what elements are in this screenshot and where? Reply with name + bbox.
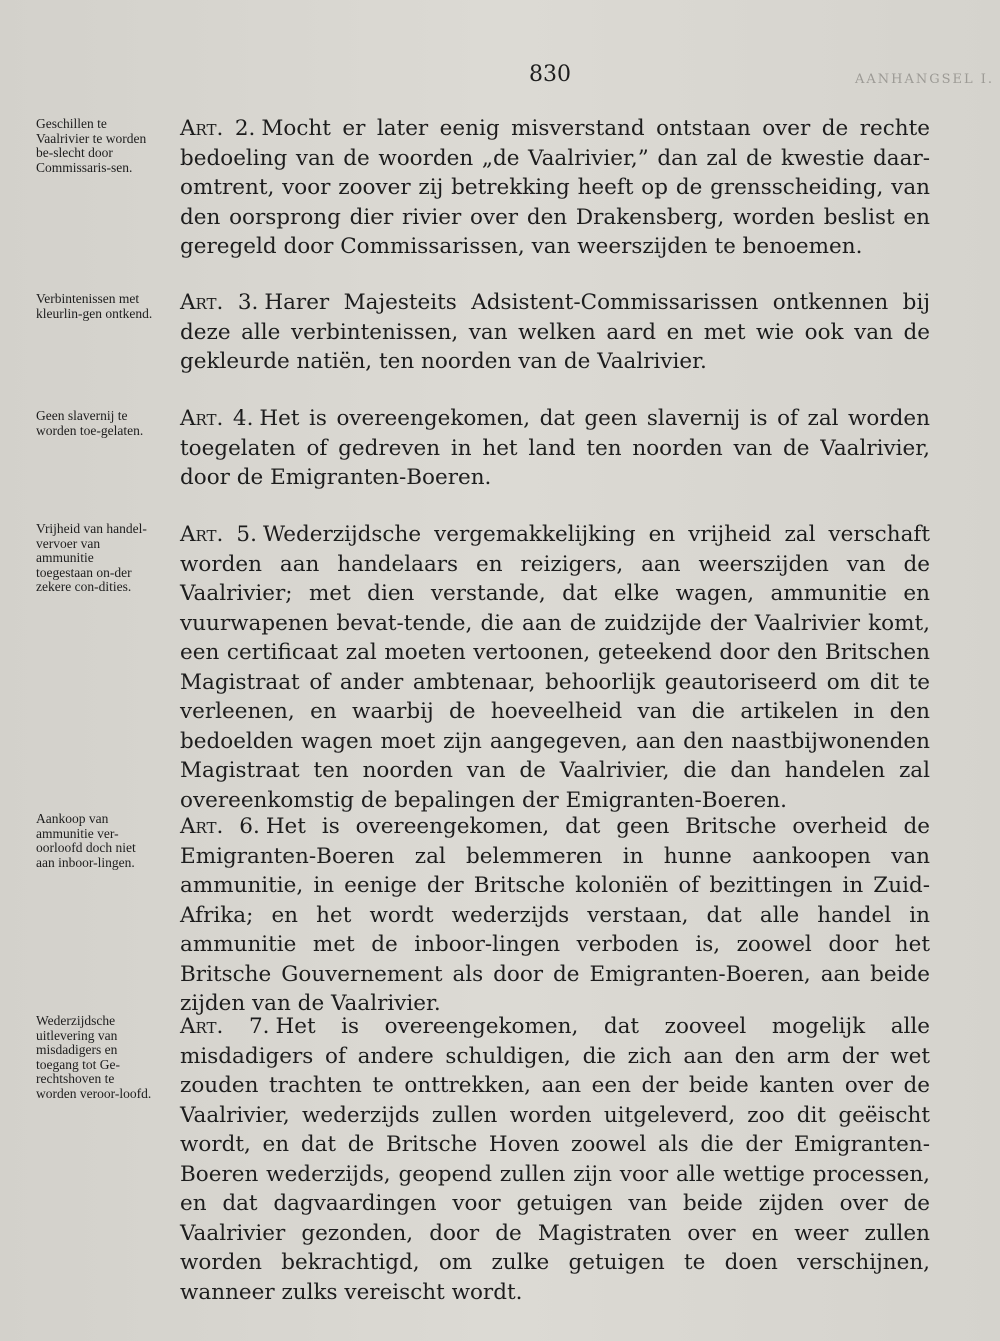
article-2 (150, 114, 930, 262)
article-label: Art. 2. (180, 116, 256, 141)
article-label: Art. 6. (180, 814, 260, 839)
article-label: Art. 5. (180, 522, 257, 547)
article-label: Art. 3. (180, 290, 259, 315)
margin-note-art-3: Verbintenissen met kleurlin-gen ontkend. (36, 291, 153, 321)
article-text: Het is overeengekomen, dat geen slavernij is of zal worden toegelaten of gedreven in het land ten noorden van de Vaalrivier, door de Emigranten-Boeren. (180, 406, 930, 490)
article-label: Art. 4. (180, 406, 254, 431)
margin-note-art-2: Geschillen te Vaalrivier te worden be-slecht door Commissaris-sen. (36, 116, 147, 175)
article-5 (150, 520, 930, 815)
margin-note-art-7: Wederzijdsche uitlevering van misdadigers en toegang tot Ge-rechtshoven te worden veroor-loofd. (36, 1013, 152, 1101)
article-6 (150, 812, 930, 1019)
article-text: Harer Majesteits Adsistent-Commissarissen ontkennen bij deze alle verbintenissen, van welken aard en met wie ook van de gekleurde natiën, ten noorden van de Vaalrivier. (180, 290, 930, 374)
running-head: AANHANGSEL I. (855, 72, 995, 87)
article-3 (150, 288, 930, 377)
margin-note-art-4: Geen slavernij te worden toe-gelaten. (36, 408, 144, 438)
article-label: Art. 7. (180, 1014, 270, 1039)
page-number: 830 (529, 62, 571, 87)
margin-note-art-5: Vrijheid van handel-vervoer van ammunitie toegestaan on-der zekere con-dities. (36, 521, 147, 594)
article-4 (150, 404, 930, 493)
article-text: Wederzijdsche vergemakkelijking en vrijheid zal verschaft worden aan handelaars en reizigers, aan weerszijden van de Vaalrivier; met dien verstande, dat elke wagen, ammunitie en vuurwapenen bevat-tende, die aan de zuidzijde der Vaalrivier komt, een certificaat zal moeten vertoonen, geteekend door den Britschen Magistraat of ander ambtenaar, behoorlijk geautoriseerd om dit te verleenen, en waarbij de hoeveelheid van die artikelen in den bedoelden wagen moet zijn aangegeven, aan den naastbijwonenden Magistraat ten noorden van de Vaalrivier, die dan handelen zal overeenkomstig de bepalingen der Emigranten-Boeren. (180, 522, 930, 813)
article-text: Het is overeengekomen, dat geen Britsche overheid de Emigranten-Boeren zal belemmeren in hunne aankoopen van ammunitie, in eenige der Britsche koloniën of bezittingen in Zuid-Afrika; en het wordt wederzijds verstaan, dat alle handel in ammunitie met de inboor-lingen verboden is, zoowel door het Britsche Gouvernement als door de Emigranten-Boeren, aan beide zijden van de Vaalrivier. (180, 814, 930, 1016)
article-text: Mocht er later eenig misverstand ontstaan over de rechte bedoeling van de woorden „de Vaalrivier,” dan zal de kwestie daar-omtrent, voor zoover zij betrekking heeft op de grensscheiding, van den oorsprong dier rivier over den Drakensberg, worden beslist en geregeld door Commissarissen, van weerszijden te benoemen. (180, 116, 930, 259)
article-7 (150, 1012, 930, 1307)
article-text: Het is overeengekomen, dat zooveel mogelijk alle misdadigers of andere schuldigen, die zich aan den arm der wet zouden trachten te onttrekken, aan een der beide kanten over de Vaalrivier, wederzijds zullen worden uitgeleverd, zoo dit geëischt wordt, en dat de Britsche Hoven zoowel als die der Emigranten-Boeren wederzijds, geopend zullen zijn voor alle wettige processen, en dat dagvaardingen voor getuigen van beide zijden over de Vaalrivier gezonden, door de Magistraten over en weer zullen worden bekrachtigd, om zulke getuigen te doen verschijnen, wanneer zulks vereischt wordt. (180, 1014, 930, 1305)
margin-note-art-6: Aankoop van ammunitie ver-oorloofd doch niet aan inboor-lingen. (36, 811, 136, 870)
